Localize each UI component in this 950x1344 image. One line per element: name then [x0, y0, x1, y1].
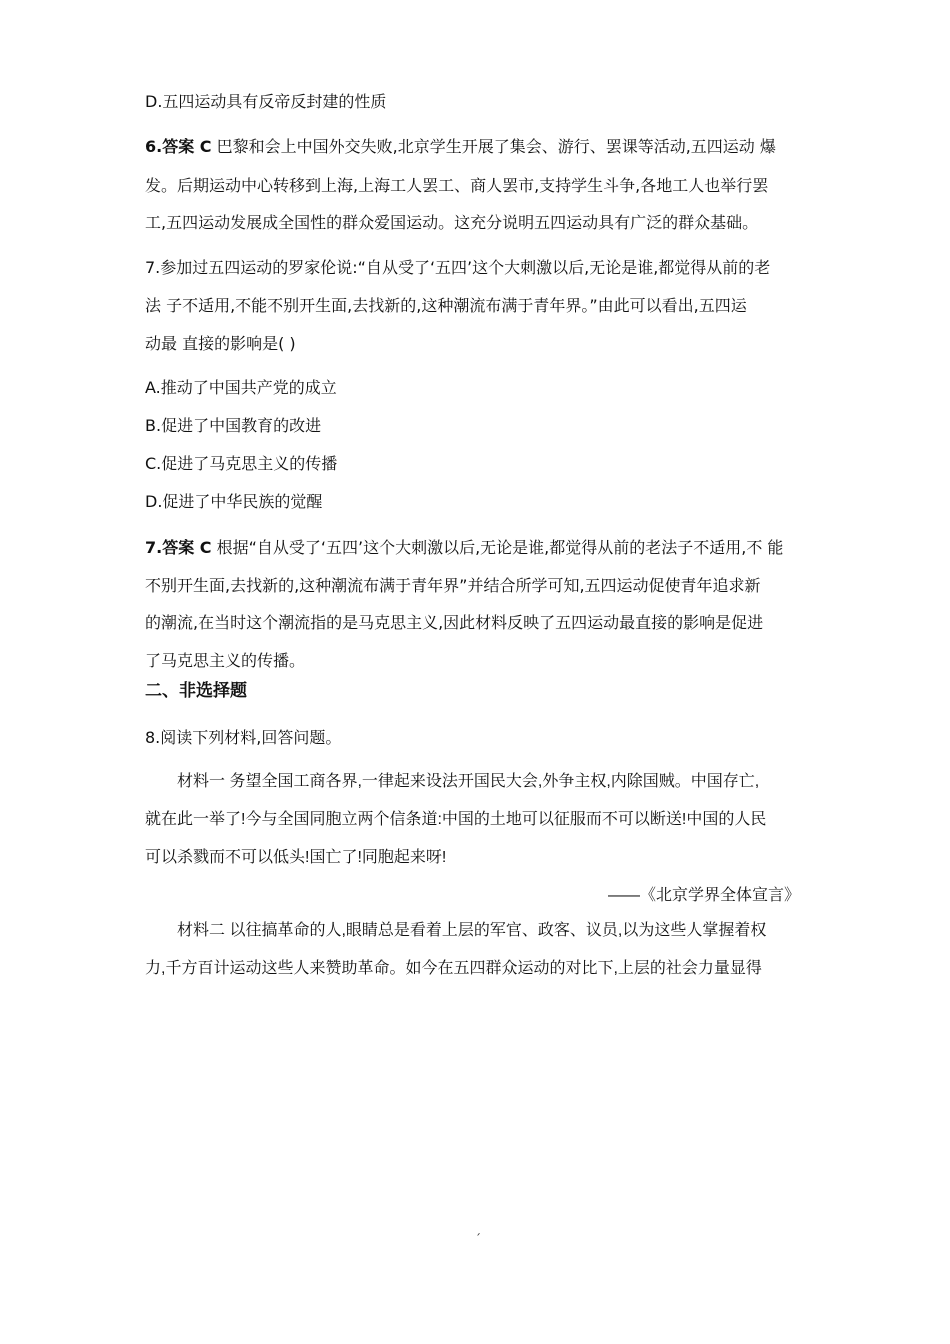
q7-option-c: C.促进了马克思主义的传播: [145, 454, 338, 473]
material1-line-2: 就在此一举了!今与全国同胞立两个信条道:中国的土地可以征服而不可以断送!中国的人民: [145, 811, 767, 828]
material1-line-1: 材料一 务望全国工商各界,一律起来设法开国民大会,外争主权,内除国贼。中国存亡,: [177, 773, 760, 790]
q7-answer-line-4: 了马克思主义的传播。: [145, 651, 306, 670]
q7-answer-text: 根据“自从受了‘五四’这个大刺激以后,无论是谁,都觉得从前的老法子不适用,不 能: [216, 538, 784, 557]
q7-stem-line-3: 动最 直接的影响是( ): [145, 334, 296, 353]
q7-answer-line-2: 不别开生面,去找新的,这种潮流布满于青年界”并结合所学可知,五四运动促使青年追求新: [145, 576, 761, 595]
q6-answer-line-3: 工,五四运动发展成全国性的群众爱国运动。这充分说明五四运动具有广泛的群众基础。: [145, 213, 759, 232]
q7-answer-line-3: 的潮流,在当时这个潮流指的是马克思主义,因此材料反映了五四运动最直接的影响是促进: [145, 613, 764, 632]
q7-answer-label: 7.答案 C: [145, 538, 212, 557]
q6-option-d: D.五四运动具有反帝反封建的性质: [145, 92, 387, 111]
material1-line-3: 可以杀戮而不可以低头!国亡了!同胞起来呀!: [145, 849, 447, 866]
q8-stem: 8.阅读下列材料,回答问题。: [145, 728, 342, 747]
section-heading: 二、非选择题: [145, 681, 247, 701]
q7-option-a: A.推动了中国共产党的成立: [145, 378, 337, 397]
q6-answer-line-1: [145, 136, 776, 158]
q7-option-d: D.促进了中华民族的觉醒: [145, 492, 323, 511]
q6-answer-line-2: 发。后期运动中心转移到上海,上海工人罢工、商人罢市,支持学生斗争,各地工人也举行罢: [145, 176, 769, 195]
q7-answer-line-1: [145, 537, 783, 559]
material1-source: ——《北京学界全体宣言》: [607, 887, 800, 904]
q7-option-b: B.促进了中国教育的改进: [145, 416, 322, 435]
material2-line-2: 力,千方百计运动这些人来赞助革命。如今在五四群众运动的对比下,上层的社会力量显得: [145, 960, 762, 977]
material2-line-1: 材料二 以往搞革命的人,眼睛总是看着上层的军官、政客、议员,以为这些人掌握着权: [177, 922, 767, 939]
q6-answer-text: 巴黎和会上中国外交失败,北京学生开展了集会、游行、罢课等活动,五四运动 爆: [216, 137, 776, 156]
q7-stem-line-2: 法 子不适用,不能不别开生面,去找新的,这种潮流布满于青年界。”由此可以看出,五四运: [145, 296, 747, 315]
page-footer-mark: ´: [475, 1232, 481, 1246]
q6-answer-label: 6.答案 C: [145, 137, 212, 156]
q7-stem-line-1: 7.参加过五四运动的罗家伦说:“自从受了‘五四’这个大刺激以后,无论是谁,都觉得从前的老: [145, 258, 771, 277]
